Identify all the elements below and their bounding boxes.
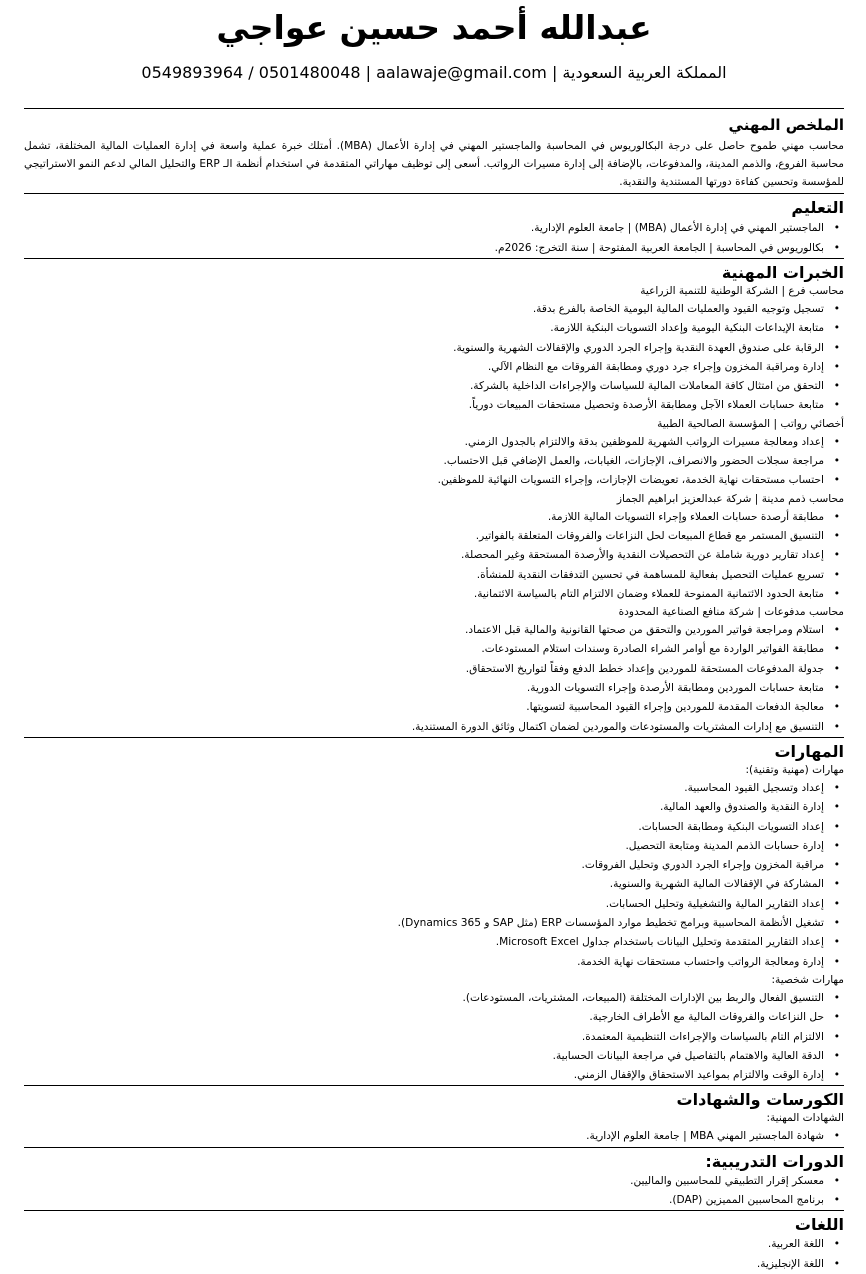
list-item: • إعداد تقارير دورية شاملة عن التحصيلات النقدية والأرصدة المستحقة وغير المحصلة. bbox=[24, 546, 824, 565]
list-item: • إدارة النقدية والصندوق والعهد المالية. bbox=[24, 798, 824, 817]
certifications-list bbox=[24, 1127, 844, 1146]
certifications-title: الكورسات والشهادات bbox=[676, 1090, 844, 1110]
list-item: • مراقبة المخزون وإجراء الجرد الدوري وتحليل الفروقات. bbox=[24, 856, 824, 875]
contact-line bbox=[24, 62, 844, 84]
job-role: محاسب فرع | الشركة الوطنية للتنمية الزراعية bbox=[640, 285, 844, 297]
certifications-label: الشهادات المهنية: bbox=[766, 1112, 844, 1125]
list-item: • تسريع عمليات التحصيل بفعالية للمساهمة في تحسين التدفقات النقدية للمنشأة. bbox=[24, 566, 824, 585]
summary-text: محاسب مهني طموح حاصل على درجة البكالوريوس في المحاسبة والماجستير المهني في إدارة الأعمال (MBA). أمتلك خبرة عملية واسعة في إدارة العمليات المالية المختلفة، تشمل محاسبة الفروع، والذمم المدينة، والمدفوعات، بالإضافة إلى إدارة مسيرات الرواتب. أسعى إلى توظيف مهاراتي المتقدمة في استخدام أنظمة الـ ERP والتحليل المالي لدعم النمو الاستراتيجي للمؤسسة وتحسين كفاءة دورتها المستندية والنقدية. bbox=[24, 140, 844, 188]
list-item: • متابعة حسابات الموردين ومطابقة الأرصدة وإجراء التسويات الدورية. bbox=[24, 679, 824, 698]
list-item: • حل النزاعات والفروقات المالية مع الأطراف الخارجية. bbox=[24, 1008, 824, 1027]
certifications-section bbox=[24, 1085, 844, 1146]
list-item: • متابعة حسابات العملاء الآجل ومطابقة الأرصدة وتحصيل مستحقات المبيعات دورياً. bbox=[24, 396, 824, 415]
list-item: • الدقة العالية والاهتمام بالتفاصيل في مراجعة البيانات الحسابية. bbox=[24, 1047, 824, 1066]
job-role: محاسب ذمم مدينة | شركة عبدالعزيز ابراهيم الجماز bbox=[616, 492, 844, 505]
education-section bbox=[24, 193, 844, 258]
list-item: • إعداد التسويات البنكية ومطابقة الحسابات. bbox=[24, 818, 824, 837]
list-item: • معالجة الدفعات المقدمة للموردين وإجراء القيود المحاسبية لتسويتها. bbox=[24, 698, 824, 717]
list-item: • إدارة حسابات الذمم المدينة ومتابعة التحصيل. bbox=[24, 837, 824, 856]
list-item: • التنسيق المستمر مع قطاع المبيعات لحل النزاعات والفروقات المتعلقة بالفواتير. bbox=[24, 527, 824, 546]
list-item: • برنامج المحاسبين المميزين (DAP). bbox=[24, 1191, 824, 1210]
training-section bbox=[24, 1147, 844, 1211]
languages-section bbox=[24, 1210, 844, 1274]
education-title: التعليم bbox=[791, 198, 844, 217]
job-duties-list bbox=[24, 621, 844, 737]
list-item: • مطابقة الفواتير الواردة مع أوامر الشراء الصادرة وسندات استلام المستودعات. bbox=[24, 640, 824, 659]
list-item: • تشغيل الأنظمة المحاسبية وبرامج تخطيط موارد المؤسسات ERP (مثل SAP و Dynamics 365). bbox=[24, 914, 824, 933]
summary-title: الملخص المهني bbox=[728, 116, 844, 134]
personal-skills-list bbox=[24, 989, 844, 1085]
list-item: • مراجعة سجلات الحضور والانصراف، الإجازات، الغيابات، والعمل الإضافي قبل الاحتساب. bbox=[24, 452, 824, 471]
list-item: • إدارة ومراقبة المخزون وإجراء جرد دوري ومطابقة الفروقات مع النظام الآلي. bbox=[24, 358, 824, 377]
list-item: • بكالوريوس في المحاسبة | الجامعة العربية المفتوحة | سنة التخرج: 2026م. bbox=[24, 238, 824, 258]
list-item: • تسجيل وتوجيه القيود والعمليات المالية اليومية الخاصة بالفرع بدقة. bbox=[24, 300, 824, 319]
personal-skills-label: مهارات شخصية: bbox=[771, 973, 844, 986]
list-item: • اللغة العربية. bbox=[24, 1235, 824, 1254]
technical-skills-list bbox=[24, 779, 844, 972]
list-item: • شهادة الماجستير المهني MBA | جامعة العلوم الإدارية. bbox=[24, 1127, 824, 1146]
list-item: • إدارة الوقت والالتزام بمواعيد الاستحقاق والإقفال الزمني. bbox=[24, 1066, 824, 1085]
experience-section bbox=[24, 258, 844, 737]
skills-title: المهارات bbox=[774, 741, 844, 761]
list-item: • المشاركة في الإقفالات المالية الشهرية والسنوية. bbox=[24, 875, 824, 894]
list-item: • التحقق من امتثال كافة المعاملات المالية للسياسات والإجراءات الداخلية بالشركة. bbox=[24, 377, 824, 396]
languages-list bbox=[24, 1235, 844, 1274]
list-item: • معسكر إقرار التطبيقي للمحاسبين والماليين. bbox=[24, 1172, 824, 1191]
list-item: • متابعة الإيداعات البنكية اليومية وإعداد التسويات البنكية اللازمة. bbox=[24, 319, 824, 338]
experience-title: الخبرات المهنية bbox=[721, 263, 844, 282]
contact-info: 0549893964 / 0501480048 | aalawaje@gmail.com | المملكة العربية السعودية bbox=[141, 63, 727, 82]
summary-section bbox=[24, 109, 844, 191]
job-duties-list bbox=[24, 300, 844, 416]
list-item: • إدارة ومعالجة الرواتب واحتساب مستحقات نهاية الخدمة. bbox=[24, 953, 824, 972]
list-item: • الالتزام التام بالسياسات والإجراءات التنظيمية المعتمدة. bbox=[24, 1028, 824, 1047]
list-item: • مطابقة أرصدة حسابات العملاء وإجراء التسويات المالية اللازمة. bbox=[24, 508, 824, 527]
training-title: الدورات التدريبية: bbox=[705, 1151, 844, 1171]
education-list bbox=[24, 218, 844, 258]
technical-skills-label: مهارات (مهنية وتقنية): bbox=[745, 763, 844, 776]
job-role: محاسب مدفوعات | شركة منافع الصناعية المحدودة bbox=[618, 606, 844, 619]
candidate-name: عبدالله أحمد حسين عواجي bbox=[216, 8, 652, 47]
list-item: • اللغة الإنجليزية. bbox=[24, 1255, 824, 1274]
list-item: • جدولة المدفوعات المستحقة للموردين وإعداد خطط الدفع وفقاً لتواريخ الاستحقاق. bbox=[24, 660, 824, 679]
skills-section bbox=[24, 737, 844, 1085]
list-item: • الماجستير المهني في إدارة الأعمال (MBA) | جامعة العلوم الإدارية. bbox=[24, 218, 824, 238]
list-item: • التنسيق الفعال والربط بين الإدارات المختلفة (المبيعات، المشتريات، المستودعات). bbox=[24, 989, 824, 1008]
job-role: أخصائي رواتب | المؤسسة الصالحية الطبية bbox=[657, 417, 844, 430]
training-list bbox=[24, 1172, 844, 1211]
job-duties-list bbox=[24, 508, 844, 604]
list-item: • استلام ومراجعة فواتير الموردين والتحقق من صحتها القانونية والمالية قبل الاعتماد. bbox=[24, 621, 824, 640]
list-item: • إعداد وتسجيل القيود المحاسبية. bbox=[24, 779, 824, 798]
list-item: • الرقابة على صندوق العهدة النقدية وإجراء الجرد الدوري والإقفالات الشهرية والسنوية. bbox=[24, 339, 824, 358]
languages-title: اللغات bbox=[794, 1215, 844, 1235]
list-item: • إعداد التقارير المتقدمة وتحليل البيانات باستخدام جداول Microsoft Excel. bbox=[24, 933, 824, 952]
list-item: • إعداد ومعالجة مسيرات الرواتب الشهرية للموظفين بدقة والالتزام بالجدول الزمني. bbox=[24, 433, 824, 452]
list-item: • متابعة الحدود الائتمانية الممنوحة للعملاء وضمان الالتزام التام بالسياسة الائتمانية. bbox=[24, 585, 824, 604]
list-item: • إعداد التقارير المالية والتشغيلية وتحليل الحسابات. bbox=[24, 895, 824, 914]
list-item: • احتساب مستحقات نهاية الخدمة، تعويضات الإجازات، وإجراء التسويات النهائية للموظفين. bbox=[24, 471, 824, 490]
list-item: • التنسيق مع إدارات المشتريات والمستودعات والموردين لضمان اكتمال وثائق الدورة المستندية. bbox=[24, 718, 824, 737]
job-duties-list bbox=[24, 433, 844, 491]
